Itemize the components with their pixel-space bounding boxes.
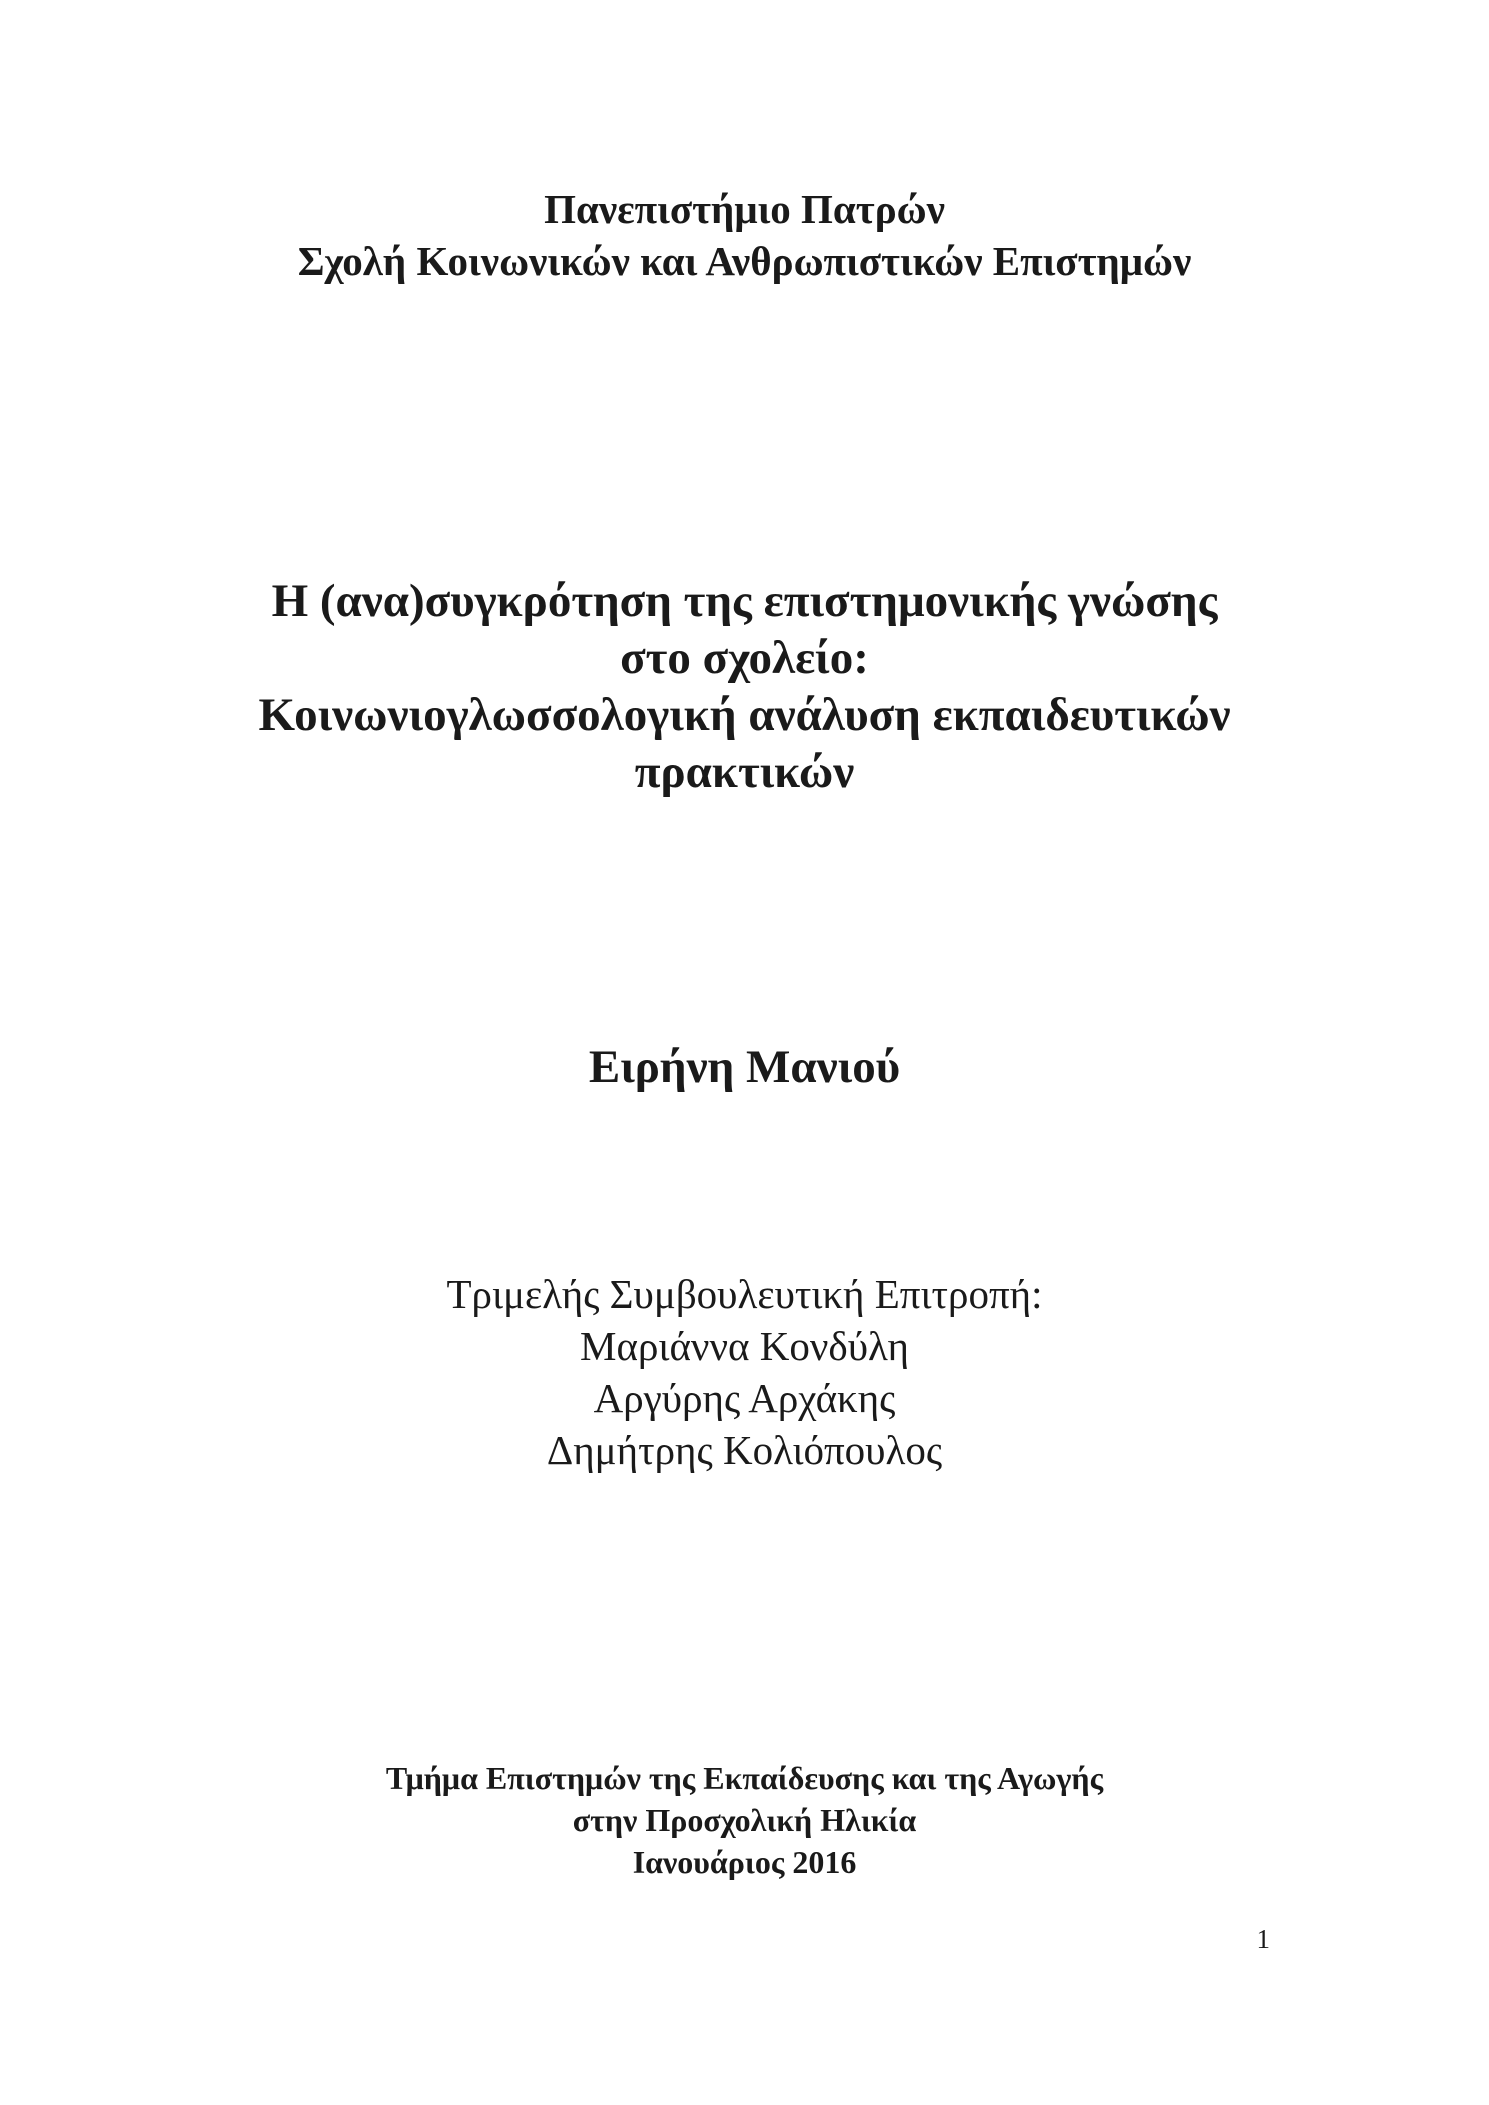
- author-name: Ειρήνη Μανιού: [588, 1041, 901, 1093]
- school-name: Σχολή Κοινωνικών και Ανθρωπιστικών Επιστημών: [297, 238, 1192, 284]
- committee-member: Αργύρης Αρχάκης: [593, 1375, 896, 1421]
- committee-heading: Τριμελής Συμβουλευτική Επιτροπή:: [446, 1271, 1043, 1317]
- thesis-title-line: Κοινωνιογλωσσολογική ανάλυση εκπαιδευτικών: [258, 689, 1231, 741]
- department-info: [0, 1757, 1489, 1883]
- thesis-title: [0, 573, 1489, 801]
- advisory-committee: [0, 1268, 1489, 1476]
- university-name: Πανεπιστήμιο Πατρών: [544, 186, 945, 232]
- institution-header: [0, 183, 1489, 287]
- page-number: 1: [1256, 1924, 1270, 1954]
- author: [0, 1038, 1489, 1096]
- department-name: Τμήμα Επιστημών της Εκπαίδευσης και της Αγωγής: [385, 1760, 1104, 1796]
- committee-member: Δημήτρης Κολιόπουλος: [546, 1427, 943, 1473]
- thesis-title-line: στο σχολείο:: [620, 632, 869, 684]
- thesis-title-line: Η (ανα)συγκρότηση της επιστημονικής γνώσης: [271, 575, 1218, 627]
- thesis-title-line: πρακτικών: [634, 746, 855, 798]
- submission-date: Ιανουάριος 2016: [632, 1844, 857, 1880]
- committee-member: Μαριάννα Κονδύλη: [580, 1323, 909, 1369]
- department-name-continued: στην Προσχολική Ηλικία: [572, 1802, 917, 1838]
